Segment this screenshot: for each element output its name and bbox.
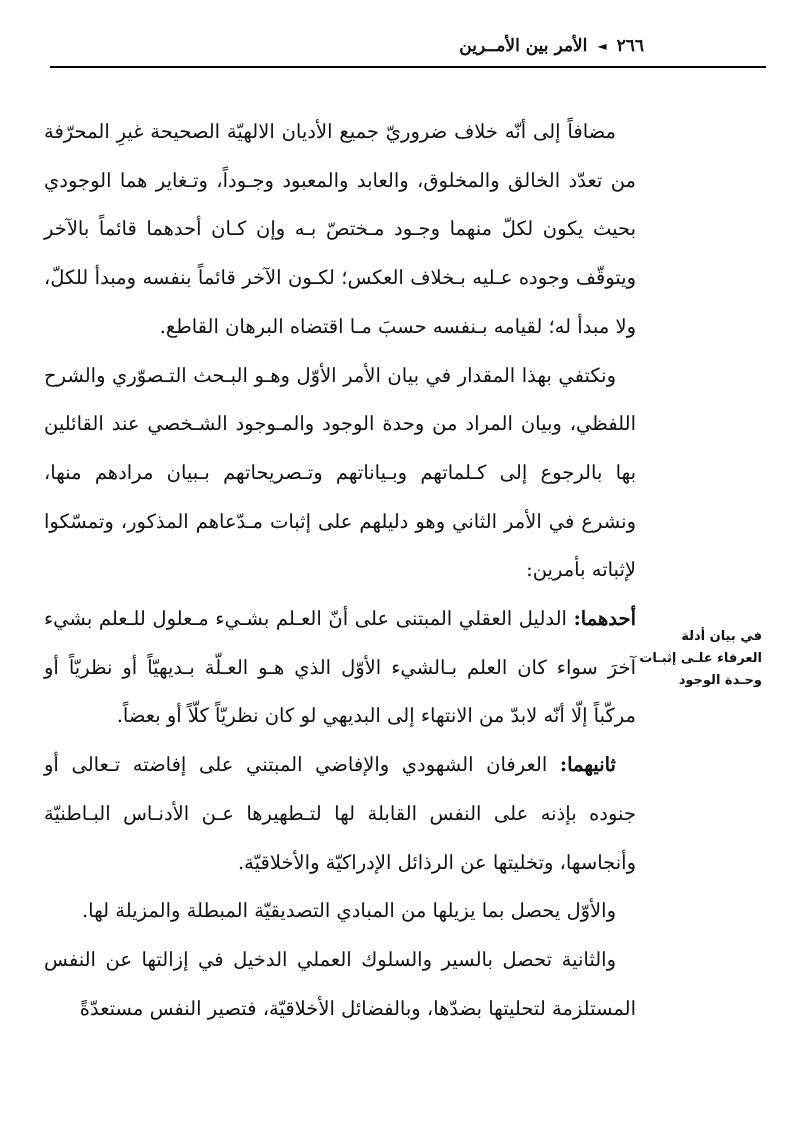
paragraph-lead: أحدهما: xyxy=(573,607,636,631)
page-number: ٢٦٦ xyxy=(616,36,644,56)
paragraph: والأوّل يحصل بما يزيلها من المبادي التصديقيّة المبطلة والمزيلة لها. xyxy=(81,899,616,923)
paragraph: ثانيهما: العرفان الشهودي والإفاضي المبتني على إفاضته تـعالى أو جنوده بإذنه على النفس القابلة لها لتـطهيرها عـن الأدنـاس البـاطنيّة وأنجاسها، وتخليتها عن الرذائل الإدراكيّة والأخلاقيّة. xyxy=(44,753,636,874)
margin-note: في بيان أدلة العرفاء علـى إثبـات وحـدة الوجود xyxy=(639,629,762,688)
arrow-icon: ◄ xyxy=(597,39,607,53)
paragraph: مضافاً إلى أنّه خلاف ضروريّ جميع الأديان الالهيّة الصحيحة غيرِ المحرّفة من تعدّد الخالق والمخلوق، والعابد والمعبود وجـوداً، وتـغاير هما الوجودي بحيث يكون لكلّ منهما وجـود مـختصّ بـه وإن كـان أحدهما قائماً بالآخر ويتوقّف وجوده عـليه بـخلاف العكس؛ لكـون الآخر قائماً بنفسه ومبدأ للكلّ، ولا مبدأ له؛ لقيامه بـنفسه حسبَ مـا اقتضاه البرهان القاطع. xyxy=(44,120,636,338)
header-rule xyxy=(50,66,766,68)
paragraph: والثانية تحصل بالسير والسلوك العملي الدخيل في إزالتها عن النفس المستلزمة لتحليتها بضدّها، وبالفضائل الأخلاقيّة، فتصير النفس مستعدّةً xyxy=(44,947,636,1020)
header-title: الأمر بين الأمــرين xyxy=(459,36,588,56)
paragraph: ونكتفي بهذا المقدار في بيان الأمر الأوّل وهـو البـحث التـصوّري والشرح اللفظي، وبيان المراد من وحدة الوجود والمـوجود الشـخصي عند القائلين بها بالرجوع إلى كـلماتهم وبـياناتهم وتـصريحاتهم بـبيان مرادهم منها، ونشرع في الأمر الثاني وهو دليلهم على إثبات مـدّعاهم المذكور، وتمسّكوا لإثباته بأمرين: xyxy=(44,363,636,582)
paragraph-lead: ثانيهما: xyxy=(559,753,616,777)
main-text xyxy=(44,108,636,1033)
running-header xyxy=(164,34,644,58)
paragraph: أحدهما: الدليل العقلي المبتنى على أنّ العـلم بشـيء مـعلول للـعلم بشيء آخرَ سواء كان العلم بـالشيء الأوّل الذي هـو العـلّة بـديهيّاً أو نظريّاً أو مركّباً إلّا أنّه لابدّ من الانتهاء إلى البديهي لو كان نظريّاً كلّاً أو بعضاً. xyxy=(44,607,636,728)
